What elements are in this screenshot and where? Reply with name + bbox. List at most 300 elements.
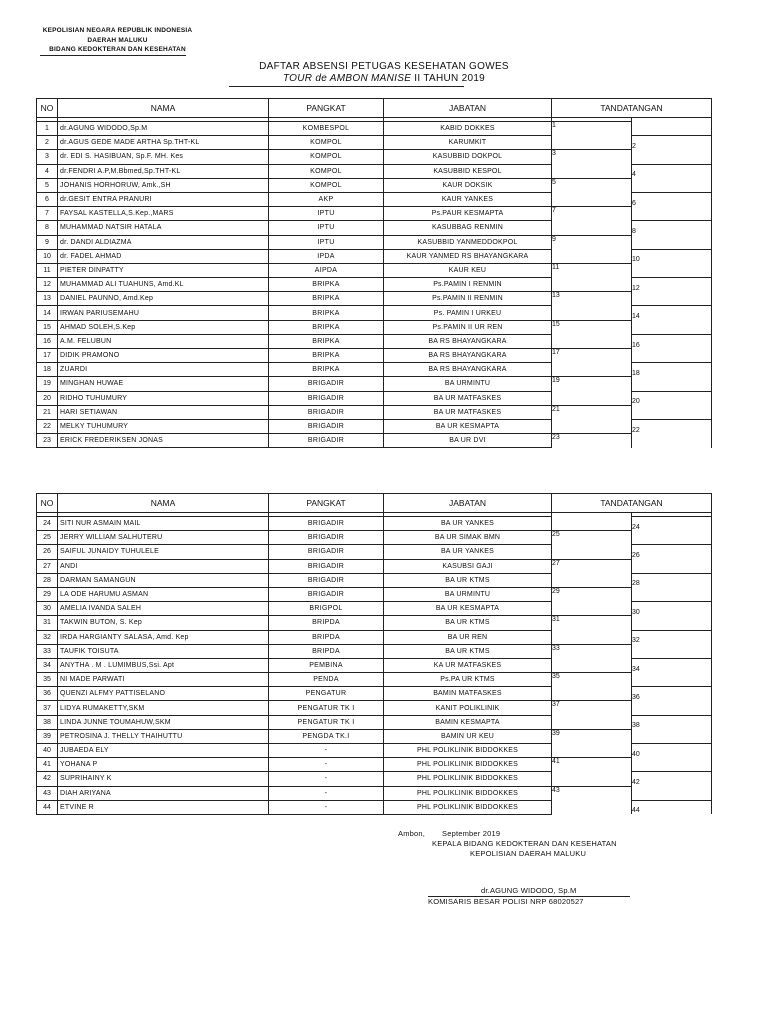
row-nama: dr.AGUS GEDE MADE ARTHA Sp.THT-KL	[58, 136, 269, 150]
row-jabatan: Ps.PAMIN I RENMIN	[384, 278, 552, 292]
signature-number: 39	[552, 729, 560, 737]
row-no: 13	[37, 292, 58, 306]
signature-cell-left[interactable]	[552, 249, 632, 263]
event-year: II TAHUN 2019	[411, 73, 486, 84]
signature-cell-left[interactable]	[552, 729, 632, 743]
signature-cell-right[interactable]	[632, 278, 712, 292]
signature-cell-right[interactable]	[632, 715, 712, 729]
signature-cell-left[interactable]	[552, 434, 632, 448]
table-row	[37, 150, 712, 164]
table-row	[37, 644, 712, 658]
signature-cell-right[interactable]	[632, 673, 712, 687]
row-jabatan: Ps.PAUR KESMAPTA	[384, 207, 552, 221]
table-row	[37, 278, 712, 292]
signature-number: 26	[632, 552, 640, 560]
row-jabatan: BA UR MATFASKES	[384, 405, 552, 419]
row-no: 5	[37, 178, 58, 192]
signature-cell-left[interactable]	[552, 405, 632, 419]
signature-cell-right[interactable]	[632, 616, 712, 630]
row-nama: AMELIA IVANDA SALEH	[58, 602, 269, 616]
signature-number: 21	[552, 405, 560, 413]
row-no: 2	[37, 136, 58, 150]
signature-cell-left[interactable]	[552, 545, 632, 559]
signature-cell-right[interactable]	[632, 800, 712, 814]
row-pangkat: PENGATUR TK I	[269, 715, 384, 729]
table-row	[37, 405, 712, 419]
signature-cell-left[interactable]	[552, 263, 632, 277]
signature-cell-left[interactable]	[552, 786, 632, 800]
signature-number: 18	[632, 369, 640, 377]
signature-cell-right[interactable]	[632, 207, 712, 221]
table-row	[37, 800, 712, 814]
signature-cell-left[interactable]	[552, 616, 632, 630]
row-jabatan: PHL POLIKLINIK BIDDOKKES	[384, 786, 552, 800]
signature-number: 4	[632, 171, 636, 179]
row-nama: ANYTHA . M . LUMIMBUS,Ssi. Apt	[58, 658, 269, 672]
signature-cell-left[interactable]	[552, 164, 632, 178]
signature-cell-right[interactable]	[632, 122, 712, 136]
signature-name: dr.AGUNG WIDODO, Sp.M	[481, 886, 577, 895]
row-nama: RIDHO TUHUMURY	[58, 391, 269, 405]
table-row	[37, 136, 712, 150]
row-no: 30	[37, 602, 58, 616]
signature-number: 44	[632, 807, 640, 815]
signature-number: 29	[552, 587, 560, 595]
row-pangkat: BRIPDA	[269, 630, 384, 644]
row-no: 21	[37, 405, 58, 419]
row-nama: YOHANA P	[58, 758, 269, 772]
row-no: 36	[37, 687, 58, 701]
row-pangkat: BRIGADIR	[269, 587, 384, 601]
signature-cell-right[interactable]	[632, 292, 712, 306]
letterhead-line2: DAERAH MALUKU	[87, 37, 148, 44]
title-rule	[229, 86, 464, 87]
row-nama: MINGHAN HUWAE	[58, 377, 269, 391]
row-nama: SITI NUR ASMAIN MAIL	[58, 517, 269, 531]
signature-cell-left[interactable]	[552, 178, 632, 192]
signature-cell-left[interactable]	[552, 715, 632, 729]
table-row	[37, 178, 712, 192]
row-pangkat: BRIGADIR	[269, 531, 384, 545]
row-pangkat: KOMPOL	[269, 136, 384, 150]
table-row	[37, 729, 712, 743]
signature-number: 12	[632, 284, 640, 292]
letterhead-line1: KEPOLISIAN NEGARA REPUBLIK INDONESIA	[42, 27, 193, 34]
signature-number: 37	[552, 701, 560, 709]
signature-cell-right[interactable]	[632, 573, 712, 587]
signature-cell-left[interactable]	[552, 772, 632, 786]
signature-cell-right[interactable]	[632, 658, 712, 672]
row-no: 33	[37, 644, 58, 658]
row-pangkat: PEMBINA	[269, 658, 384, 672]
row-pangkat: BRIPKA	[269, 363, 384, 377]
signature-cell-right[interactable]	[632, 644, 712, 658]
row-jabatan: KASUBBID DOKPOL	[384, 150, 552, 164]
signature-cell-right[interactable]	[632, 334, 712, 348]
signature-number: 17	[552, 349, 560, 356]
signature-number: 31	[552, 616, 560, 624]
signature-number: 16	[632, 341, 640, 349]
row-no: 31	[37, 616, 58, 630]
row-nama: JOHANIS HORHORUW, Amk.,SH	[58, 178, 269, 192]
row-pangkat: KOMPOL	[269, 150, 384, 164]
table-row	[37, 701, 712, 715]
row-jabatan: BA RS BHAYANGKARA	[384, 334, 552, 348]
table-row	[37, 377, 712, 391]
table-row	[37, 292, 712, 306]
row-nama: AHMAD SOLEH,S.Kep	[58, 320, 269, 334]
row-no: 32	[37, 630, 58, 644]
row-jabatan: BA RS BHAYANGKARA	[384, 363, 552, 377]
row-no: 23	[37, 434, 58, 448]
signature-cell-right[interactable]	[632, 405, 712, 419]
signature-cell-right[interactable]	[632, 377, 712, 391]
signature-cell-left[interactable]	[552, 391, 632, 405]
row-no: 7	[37, 207, 58, 221]
signature-cell-left[interactable]	[552, 573, 632, 587]
row-nama: JERRY WILLIAM SALHUTERU	[58, 531, 269, 545]
signature-number: 5	[552, 178, 556, 186]
signature-cell-left[interactable]	[552, 744, 632, 758]
row-no: 20	[37, 391, 58, 405]
signature-cell-left[interactable]	[552, 207, 632, 221]
signature-number: 14	[632, 313, 640, 321]
signature-number: 40	[632, 750, 640, 758]
row-nama: NI MADE PARWATI	[58, 673, 269, 687]
signature-cell-right[interactable]	[632, 744, 712, 758]
table-row	[37, 419, 712, 433]
table-row	[37, 320, 712, 334]
row-nama: dr.FENDRI A.P,M.Bbmed,Sp.THT-KL	[58, 164, 269, 178]
signature-cell-left[interactable]	[552, 531, 632, 545]
row-no: 41	[37, 758, 58, 772]
table-row	[37, 363, 712, 377]
row-nama: LINDA JUNNE TOUMAHUW,SKM	[58, 715, 269, 729]
row-nama: dr. FADEL AHMAD	[58, 249, 269, 263]
row-pangkat: BRIGADIR	[269, 391, 384, 405]
row-jabatan: BA UR KTMS	[384, 644, 552, 658]
row-no: 6	[37, 192, 58, 206]
signature-cell-left[interactable]	[552, 559, 632, 573]
attendance-table-1	[36, 98, 712, 448]
row-jabatan: Ps.PA UR KTMS	[384, 673, 552, 687]
row-no: 38	[37, 715, 58, 729]
signature-cell-right[interactable]	[632, 150, 712, 164]
signature-cell-right[interactable]	[632, 517, 712, 531]
signature-cell-left[interactable]	[552, 377, 632, 391]
header-jabatan: JABATAN	[384, 494, 552, 513]
row-jabatan: BA URMINTU	[384, 377, 552, 391]
row-no: 25	[37, 531, 58, 545]
table-row	[37, 786, 712, 800]
table-row	[37, 744, 712, 758]
row-pangkat: KOMPOL	[269, 164, 384, 178]
row-jabatan: KANIT POLIKLINIK	[384, 701, 552, 715]
signature-number: 8	[632, 228, 636, 235]
signature-cell-left[interactable]	[552, 292, 632, 306]
signature-number: 25	[552, 531, 560, 539]
row-no: 24	[37, 517, 58, 531]
signature-cell-right[interactable]	[632, 192, 712, 206]
signature-title-line1: KEPALA BIDANG KEDOKTERAN DAN KESEHATAN	[432, 839, 617, 848]
signature-cell-left[interactable]	[552, 278, 632, 292]
signature-cell-left[interactable]	[552, 800, 632, 814]
row-nama: DIAH ARIYANA	[58, 786, 269, 800]
row-nama: ETVINE R	[58, 800, 269, 814]
signature-cell-right[interactable]	[632, 587, 712, 601]
signature-cell-left[interactable]	[552, 192, 632, 206]
signature-cell-left[interactable]	[552, 673, 632, 687]
signature-cell-right[interactable]	[632, 249, 712, 263]
table-row	[37, 349, 712, 363]
row-no: 27	[37, 559, 58, 573]
signature-cell-left[interactable]	[552, 419, 632, 433]
row-no: 14	[37, 306, 58, 320]
row-nama: dr. EDI S. HASIBUAN, Sp.F. MH. Kes	[58, 150, 269, 164]
row-pangkat: -	[269, 786, 384, 800]
table-row	[37, 616, 712, 630]
signature-cell-right[interactable]	[632, 701, 712, 715]
signature-cell-right[interactable]	[632, 630, 712, 644]
row-jabatan: BA UR KTMS	[384, 573, 552, 587]
table-row	[37, 772, 712, 786]
row-pangkat: -	[269, 772, 384, 786]
table-row	[37, 687, 712, 701]
event-name: TOUR de AMBON MANISE	[282, 73, 412, 84]
signature-cell-right[interactable]	[632, 602, 712, 616]
row-nama: ERICK FREDERIKSEN JONAS	[58, 434, 269, 448]
row-nama: DANIEL PAUNNO, Amd.Kep	[58, 292, 269, 306]
signature-number: 22	[632, 426, 640, 434]
row-jabatan: BA UR SIMAK BMN	[384, 531, 552, 545]
table-row	[37, 673, 712, 687]
signature-title-line2: KEPOLISIAN DAERAH MALUKU	[470, 849, 587, 858]
row-nama: SAIFUL JUNAIDY TUHULELE	[58, 545, 269, 559]
row-nama: TAUFIK TOISUTA	[58, 644, 269, 658]
signature-cell-right[interactable]	[632, 136, 712, 150]
signature-number: 32	[632, 637, 640, 645]
table-row	[37, 658, 712, 672]
signature-cell-left[interactable]	[552, 363, 632, 377]
table-row	[37, 391, 712, 405]
row-jabatan: KAUR YANKES	[384, 192, 552, 206]
row-no: 35	[37, 673, 58, 687]
signature-cell-left[interactable]	[552, 221, 632, 235]
row-jabatan: KAUR KEU	[384, 263, 552, 277]
row-no: 8	[37, 221, 58, 235]
signature-cell-left[interactable]	[552, 602, 632, 616]
row-jabatan: KABID DOKKES	[384, 122, 552, 136]
signature-cell-right[interactable]	[632, 786, 712, 800]
row-no: 40	[37, 744, 58, 758]
row-jabatan: BA UR MATFASKES	[384, 391, 552, 405]
row-nama: MUHAMMAD NATSIR HATALA	[58, 221, 269, 235]
signature-cell-left[interactable]	[552, 587, 632, 601]
signature-number: 38	[632, 722, 640, 730]
signature-number: 24	[632, 523, 640, 531]
row-pangkat: BRIPDA	[269, 616, 384, 630]
signature-date: September 2019	[442, 829, 501, 838]
table-row	[37, 587, 712, 601]
signature-cell-left[interactable]	[552, 630, 632, 644]
row-pangkat: BRIGPOL	[269, 602, 384, 616]
row-pangkat: BRIPKA	[269, 320, 384, 334]
signature-cell-right[interactable]	[632, 772, 712, 786]
letterhead-rule	[40, 55, 186, 56]
row-jabatan: KASUBSI GAJI	[384, 559, 552, 573]
row-pangkat: -	[269, 744, 384, 758]
signature-cell-right[interactable]	[632, 235, 712, 249]
row-pangkat: BRIGADIR	[269, 545, 384, 559]
signature-cell-right[interactable]	[632, 306, 712, 320]
signature-number: 33	[552, 644, 560, 652]
table-row	[37, 334, 712, 348]
row-no: 22	[37, 419, 58, 433]
signature-cell-right[interactable]	[632, 363, 712, 377]
row-jabatan: BA URMINTU	[384, 587, 552, 601]
row-no: 11	[37, 263, 58, 277]
row-no: 17	[37, 349, 58, 363]
row-no: 28	[37, 573, 58, 587]
row-no: 39	[37, 729, 58, 743]
signature-number: 27	[552, 559, 560, 567]
row-pangkat: PENGATUR	[269, 687, 384, 701]
row-pangkat: BRIGADIR	[269, 434, 384, 448]
row-no: 18	[37, 363, 58, 377]
signature-number: 23	[552, 434, 560, 442]
row-nama: LA ODE HARUMU ASMAN	[58, 587, 269, 601]
signature-cell-right[interactable]	[632, 531, 712, 545]
row-no: 37	[37, 701, 58, 715]
signature-cell-left[interactable]	[552, 235, 632, 249]
signature-cell-right[interactable]	[632, 221, 712, 235]
row-nama: HARI SETIAWAN	[58, 405, 269, 419]
signature-cell-left[interactable]	[552, 150, 632, 164]
row-pangkat: BRIPDA	[269, 644, 384, 658]
row-jabatan: Ps.PAMIN II UR REN	[384, 320, 552, 334]
row-pangkat: -	[269, 758, 384, 772]
signature-cell-right[interactable]	[632, 729, 712, 743]
signature-number: 36	[632, 693, 640, 701]
signature-cell-left[interactable]	[552, 122, 632, 136]
row-jabatan: Ps.PAMIN II RENMIN	[384, 292, 552, 306]
signature-cell-right[interactable]	[632, 758, 712, 772]
table-row	[37, 235, 712, 249]
signature-cell-right[interactable]	[632, 320, 712, 334]
letterhead-line3: BIDANG KEDOKTERAN DAN KESEHATAN	[49, 46, 186, 53]
row-jabatan: KASUBBID YANMEDDOKPOL	[384, 235, 552, 249]
signature-number: 9	[552, 235, 556, 243]
row-nama: IRWAN PARIUSEMAHU	[58, 306, 269, 320]
table-row	[37, 545, 712, 559]
table-row	[37, 122, 712, 136]
row-nama: DIDIK PRAMONO	[58, 349, 269, 363]
signature-number: 34	[632, 665, 640, 673]
row-pangkat: AIPDA	[269, 263, 384, 277]
signature-cell-left[interactable]	[552, 306, 632, 320]
row-no: 3	[37, 150, 58, 164]
row-nama: MUHAMMAD ALI TUAHUNS, Amd.KL	[58, 278, 269, 292]
row-pangkat: IPTU	[269, 235, 384, 249]
signature-cell-left[interactable]	[552, 136, 632, 150]
row-jabatan: PHL POLIKLINIK BIDDOKKES	[384, 772, 552, 786]
row-pangkat: BRIPKA	[269, 278, 384, 292]
signature-cell-right[interactable]	[632, 263, 712, 277]
signature-number: 10	[632, 256, 640, 264]
row-nama: TAKWIN BUTON, S. Kep	[58, 616, 269, 630]
row-nama: ZUARDI	[58, 363, 269, 377]
signature-cell-left[interactable]	[552, 758, 632, 772]
signature-place: Ambon,	[398, 829, 426, 838]
signature-cell-left[interactable]	[552, 644, 632, 658]
row-no: 42	[37, 772, 58, 786]
signature-cell-left[interactable]	[552, 349, 632, 363]
signature-cell-right[interactable]	[632, 349, 712, 363]
table-row	[37, 249, 712, 263]
row-jabatan: KAUR DOKSIK	[384, 178, 552, 192]
row-nama: MELKY TUHUMURY	[58, 419, 269, 433]
header-pangkat: PANGKAT	[269, 494, 384, 513]
signature-cell-left[interactable]	[552, 334, 632, 348]
signature-cell-left[interactable]	[552, 658, 632, 672]
signature-cell-right[interactable]	[632, 545, 712, 559]
row-no: 26	[37, 545, 58, 559]
signature-cell-left[interactable]	[552, 320, 632, 334]
signature-cell-right[interactable]	[632, 419, 712, 433]
table-row	[37, 207, 712, 221]
header-tandatangan: TANDATANGAN	[552, 99, 712, 118]
row-nama: QUENZI ALFMY PATTISELANO	[58, 687, 269, 701]
signature-cell-right[interactable]	[632, 434, 712, 448]
row-nama: A.M. FELUBUN	[58, 334, 269, 348]
signature-cell-right[interactable]	[632, 391, 712, 405]
header-no: NO	[37, 99, 58, 118]
signature-number: 6	[632, 199, 636, 207]
signature-number: 11	[552, 263, 560, 271]
signature-number: 15	[552, 320, 560, 328]
signature-cell-right[interactable]	[632, 687, 712, 701]
header-tandatangan: TANDATANGAN	[552, 494, 712, 513]
signature-cell-right[interactable]	[632, 164, 712, 178]
attendance-table-2	[36, 493, 712, 815]
row-no: 34	[37, 658, 58, 672]
row-pangkat: IPTU	[269, 221, 384, 235]
row-pangkat: BRIGADIR	[269, 377, 384, 391]
header-pangkat: PANGKAT	[269, 99, 384, 118]
row-pangkat: BRIGADIR	[269, 573, 384, 587]
header-jabatan: JABATAN	[384, 99, 552, 118]
row-nama: IRDA HARGIANTY SALASA, Amd. Kep	[58, 630, 269, 644]
row-nama: LIDYA RUMAKETTY,SKM	[58, 701, 269, 715]
table-row	[37, 263, 712, 277]
row-pangkat: BRIPKA	[269, 292, 384, 306]
signature-number: 43	[552, 786, 560, 794]
signature-cell-right[interactable]	[632, 559, 712, 573]
row-no: 16	[37, 334, 58, 348]
row-pangkat: PENGDA TK.I	[269, 729, 384, 743]
signature-cell-left[interactable]	[552, 701, 632, 715]
table-row	[37, 306, 712, 320]
signature-cell-left[interactable]	[552, 517, 632, 531]
row-jabatan: BAMIN KESMAPTA	[384, 715, 552, 729]
table-row	[37, 164, 712, 178]
signature-cell-left[interactable]	[552, 687, 632, 701]
row-no: 9	[37, 235, 58, 249]
signature-cell-right[interactable]	[632, 178, 712, 192]
row-nama: ANDI	[58, 559, 269, 573]
signature-number: 41	[552, 758, 560, 766]
row-no: 15	[37, 320, 58, 334]
